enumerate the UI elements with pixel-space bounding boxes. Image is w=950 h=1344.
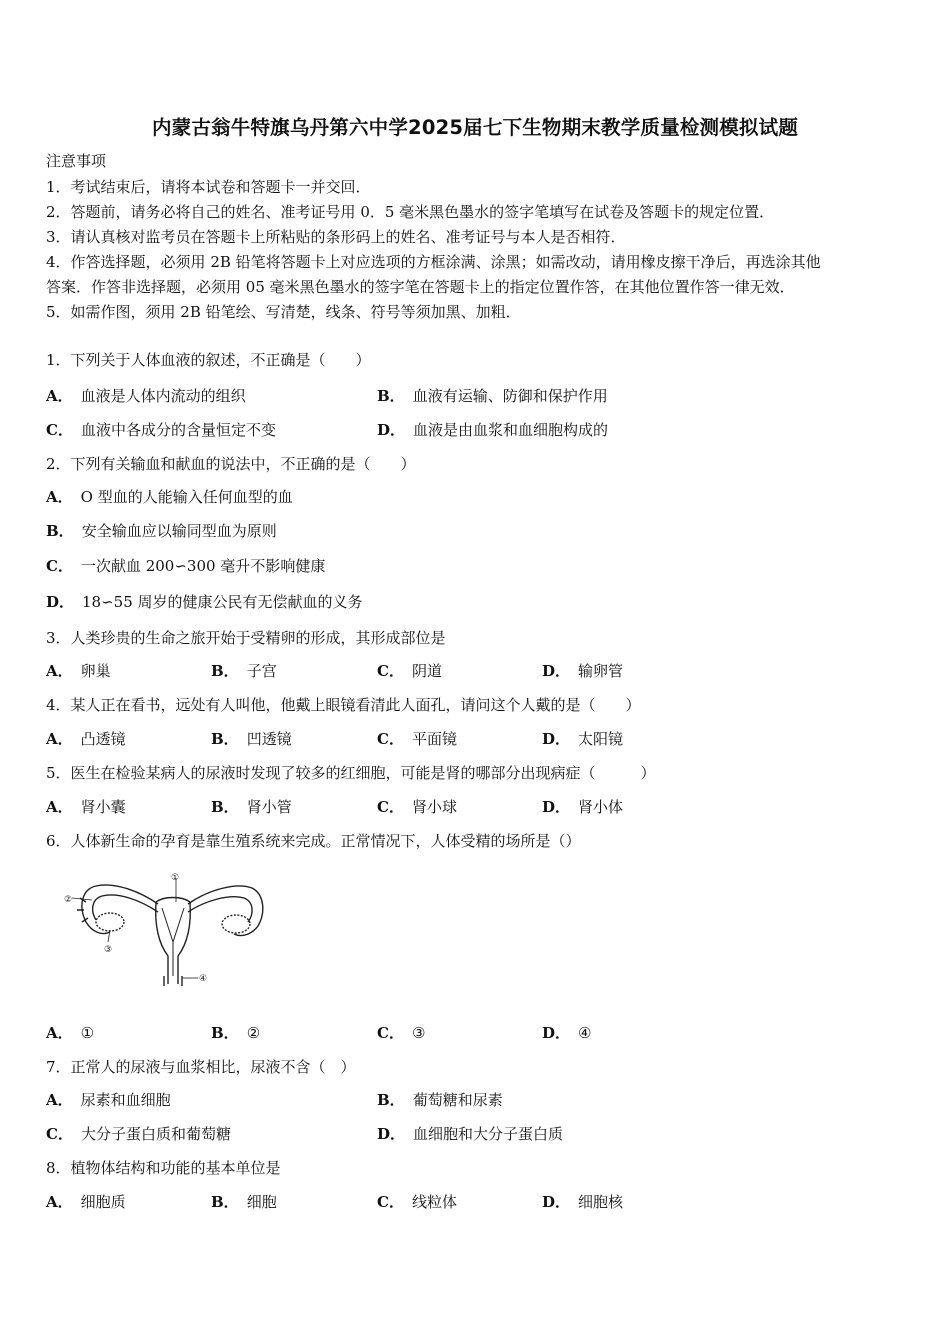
option-text: ②	[246, 1024, 261, 1042]
option-letter: A．	[46, 798, 73, 816]
option-text: 大分子蛋白质和葡萄糖	[80, 1125, 231, 1143]
question-5-option-b[interactable]	[211, 797, 292, 817]
option-text: ③	[411, 1024, 426, 1042]
option-text: ④	[578, 1024, 592, 1042]
option-letter: B．	[46, 522, 74, 540]
question-1-option-d[interactable]	[377, 420, 608, 440]
option-text: 细胞	[246, 1193, 277, 1211]
question-5-option-c[interactable]	[377, 797, 457, 817]
question-6-stem: 6．人体新生命的孕育是靠生殖系统来完成。正常情况下，人体受精的场所是（）	[46, 832, 581, 850]
option-text: 肾小体	[578, 798, 624, 816]
option-text: 凹透镜	[246, 730, 292, 748]
question-3-option-a[interactable]	[46, 661, 111, 681]
question-7-option-c[interactable]	[46, 1124, 231, 1144]
question-6-option-c[interactable]	[377, 1023, 425, 1043]
option-letter: D．	[377, 1125, 406, 1143]
option-text: 血细胞和大分子蛋白质	[413, 1125, 564, 1143]
option-text: 子宫	[246, 662, 277, 680]
question-1-option-a[interactable]	[46, 386, 246, 406]
option-text: 细胞核	[578, 1193, 624, 1211]
notice-item: 答案．作答非选择题，必须用 05 毫米黑色墨水的签字笔在答题卡上的指定位置作答，在其他位置作答一律无效．	[46, 278, 795, 296]
question-8-option-d[interactable]	[542, 1192, 623, 1212]
option-letter: B．	[377, 387, 405, 405]
notice-item: 1．考试结束后，请将本试卷和答题卡一并交回．	[46, 178, 371, 196]
option-letter: C．	[377, 730, 404, 748]
option-text: 阴道	[411, 662, 442, 680]
option-letter: C．	[377, 798, 404, 816]
option-letter: A．	[46, 488, 73, 506]
question-3-option-b[interactable]	[211, 661, 277, 681]
option-text: 平面镜	[411, 730, 457, 748]
option-letter: B．	[211, 798, 239, 816]
option-text: 血液中各成分的含量恒定不变	[80, 421, 276, 439]
question-4-option-b[interactable]	[211, 729, 292, 749]
question-4-option-a[interactable]	[46, 729, 126, 749]
question-6-option-b[interactable]	[211, 1023, 260, 1043]
option-text: 血液有运输、防御和保护作用	[412, 387, 608, 405]
notice-heading: 注意事项	[46, 152, 107, 170]
option-text: 肾小球	[411, 798, 457, 816]
option-text: 细胞质	[80, 1193, 126, 1211]
option-letter: C．	[46, 557, 73, 575]
question-6-option-a[interactable]	[46, 1023, 94, 1043]
notice-item: 2．答题前，请务必将自己的姓名、准考证号用 0．5 毫米黑色墨水的签字笔填写在试卷及答题卡的规定位置．	[46, 203, 775, 221]
option-letter: D．	[46, 593, 75, 611]
question-4-option-d[interactable]	[542, 729, 623, 749]
question-1-stem: 1．下列关于人体血液的叙述，不正确是（ ）	[46, 351, 371, 369]
option-letter: D．	[542, 1193, 571, 1211]
question-4-option-c[interactable]	[377, 729, 457, 749]
notice-item: 3．请认真核对监考员在答题卡上所粘贴的条形码上的姓名、准考证号与本人是否相符．	[46, 228, 626, 246]
option-letter: A．	[46, 730, 73, 748]
option-text: 18∽55 周岁的健康公民有无偿献血的义务	[82, 593, 363, 611]
option-text: 血液是人体内流动的组织	[80, 387, 246, 405]
page-title: 内蒙古翁牛特旗乌丹第六中学2025届七下生物期末教学质量检测模拟试题	[151, 116, 799, 139]
option-text: 输卵管	[578, 662, 624, 680]
option-letter: C．	[46, 421, 73, 439]
question-2-stem: 2．下列有关输血和献血的说法中，不正确的是（ ）	[46, 455, 416, 473]
question-3-stem: 3．人类珍贵的生命之旅开始于受精卵的形成，其形成部位是	[46, 629, 446, 647]
figure-label-1: ①	[171, 873, 180, 883]
notice-item: 4．作答选择题，必须用 2B 铅笔将答题卡上对应选项的方框涂满、涂黑；如需改动，请用橡皮擦干净后，再选涂其他	[46, 253, 821, 271]
option-letter: D．	[542, 662, 571, 680]
question-7-option-d[interactable]	[377, 1124, 563, 1144]
question-2-option-b[interactable]	[46, 521, 277, 541]
question-8-stem: 8．植物体结构和功能的基本单位是	[46, 1159, 281, 1177]
option-letter: B．	[211, 1193, 239, 1211]
question-8-option-c[interactable]	[377, 1192, 457, 1212]
option-text: 卵巢	[80, 662, 111, 680]
option-letter: A．	[46, 1193, 73, 1211]
notice-item: 5．如需作图，须用 2B 铅笔绘、写清楚，线条、符号等须加黑、加粗．	[46, 303, 521, 321]
option-text: 肾小管	[246, 798, 292, 816]
option-letter: B．	[211, 730, 239, 748]
question-1-option-c[interactable]	[46, 420, 276, 440]
option-letter: C．	[377, 662, 404, 680]
question-5-stem: 5．医生在检验某病人的尿液时发现了较多的红细胞，可能是肾的哪部分出现病症（ ）	[46, 764, 656, 782]
option-text: 葡萄糖和尿素	[412, 1091, 503, 1109]
option-letter: C．	[46, 1125, 73, 1143]
option-text: 肾小囊	[80, 798, 126, 816]
option-text: 凸透镜	[80, 730, 126, 748]
question-7-option-a[interactable]	[46, 1090, 171, 1110]
question-2-option-d[interactable]	[46, 592, 363, 612]
option-letter: B．	[377, 1091, 405, 1109]
question-8-option-b[interactable]	[211, 1192, 277, 1212]
question-2-option-a[interactable]	[46, 487, 293, 507]
option-letter: A．	[46, 387, 73, 405]
question-6-option-d[interactable]	[542, 1023, 591, 1043]
option-letter: C．	[377, 1193, 404, 1211]
option-text: ①	[80, 1024, 95, 1042]
option-letter: D．	[377, 421, 406, 439]
question-5-option-d[interactable]	[542, 797, 623, 817]
option-letter: D．	[542, 1024, 571, 1042]
figure-label-3: ③	[104, 945, 113, 955]
question-3-option-c[interactable]	[377, 661, 442, 681]
question-2-option-c[interactable]	[46, 556, 325, 576]
option-letter: D．	[542, 798, 571, 816]
figure-label-2: ②	[64, 895, 73, 905]
option-letter: D．	[542, 730, 571, 748]
option-letter: C．	[377, 1024, 404, 1042]
option-letter: A．	[46, 1024, 73, 1042]
question-7-stem: 7．正常人的尿液与血浆相比，尿液不含（ ）	[46, 1058, 356, 1076]
option-text: 线粒体	[411, 1193, 457, 1211]
option-letter: B．	[211, 1024, 239, 1042]
option-text: 尿素和血细胞	[80, 1091, 171, 1109]
option-letter: A．	[46, 662, 73, 680]
question-3-option-d[interactable]	[542, 661, 623, 681]
option-letter: B．	[211, 662, 239, 680]
question-8-option-a[interactable]	[46, 1192, 126, 1212]
question-1-option-b[interactable]	[377, 386, 608, 406]
option-text: 安全输血应以输同型血为原则	[81, 522, 277, 540]
question-5-option-a[interactable]	[46, 797, 126, 817]
option-letter: A．	[46, 1091, 73, 1109]
figure-label-4: ④	[199, 974, 208, 984]
question-7-option-b[interactable]	[377, 1090, 503, 1110]
option-text: 血液是由血浆和血细胞构成的	[413, 421, 609, 439]
option-text: 太阳镜	[578, 730, 624, 748]
female-reproductive-system-diagram	[58, 872, 278, 990]
question-4-stem: 4．某人正在看书，远处有人叫他，他戴上眼镜看清此人面孔，请问这个人戴的是（ ）	[46, 696, 641, 714]
option-text: 一次献血 200∽300 毫升不影响健康	[80, 557, 326, 575]
option-text: O 型血的人能输入任何血型的血	[80, 488, 293, 506]
